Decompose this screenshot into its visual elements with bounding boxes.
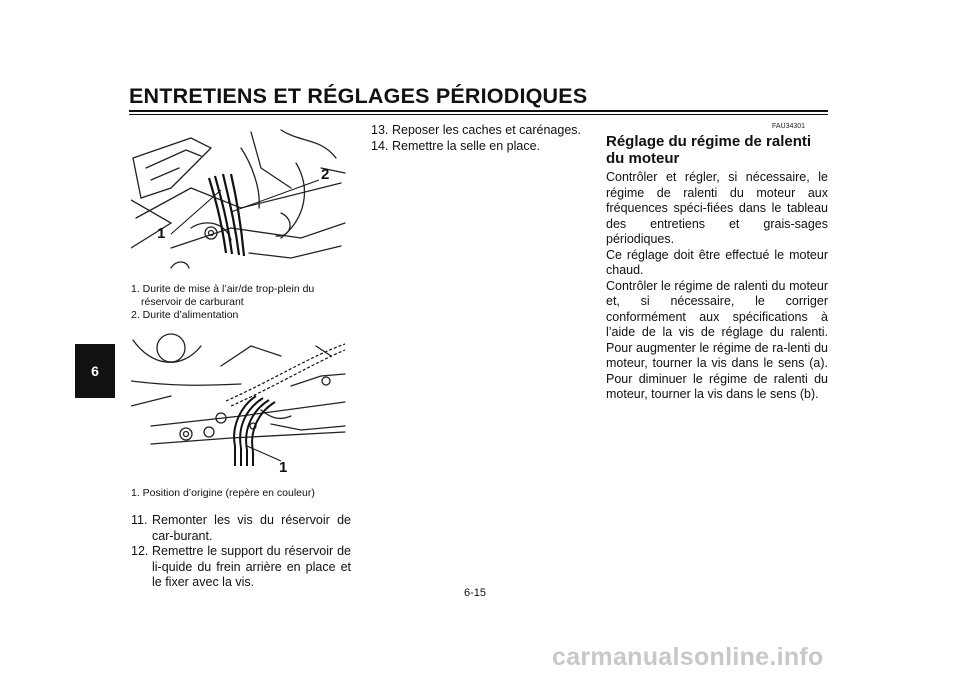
- step-text: Remettre le support du réservoir de li-quide du frein arrière en place et le fixer avec la vis.: [152, 544, 351, 589]
- fig2-callout-1: 1: [279, 459, 288, 474]
- caption-item: 1. Durite de mise à l’air/de trop-plein du réservoir de carburant: [131, 283, 315, 308]
- fig1-callout-1: 1: [157, 225, 166, 242]
- hose-position-illustration: [131, 326, 347, 474]
- paragraph: Contrôler le régime de ralenti du moteur et, si nécessaire, le corriger conformément aux spécifications à l’aide de la vis de réglage du ralenti. Pour augmenter le régime de ra-lenti du moteur, tourner la vis dans le sens (a). Pour diminuer le régime de ralenti du moteur, tourner la vis dans le sens (b).: [606, 278, 828, 401]
- paragraph: Ce réglage doit être effectué le moteur chaud.: [606, 247, 828, 277]
- figure1-captions: [131, 283, 353, 322]
- step-text: Remonter les vis du réservoir de car-burant.: [152, 513, 351, 543]
- section-title: Réglage du régime de ralenti du moteur: [606, 133, 812, 167]
- chapter-tab: 6: [75, 344, 115, 398]
- page-header-title: ENTRETIENS ET RÉGLAGES PÉRIODIQUES: [129, 84, 588, 108]
- paragraph: Contrôler et régler, si nécessaire, le régime de ralenti du moteur aux fréquences spéci-fiées dans le tableau des entretiens et grais-sages périodiques.: [606, 170, 828, 246]
- watermark: carmanualsonline.info: [552, 643, 824, 671]
- caption-item: 1. Position d’origine (repère en couleur): [131, 487, 315, 499]
- list-item: [131, 544, 351, 591]
- steps-list-middle: [371, 123, 586, 154]
- list-item: [371, 139, 586, 155]
- step-text: Reposer les caches et carénages.: [392, 123, 581, 137]
- page-number: 6-15: [464, 587, 487, 599]
- fuel-hoses-illustration: [131, 128, 347, 272]
- step-number: 11.: [131, 513, 148, 527]
- steps-list-left: [131, 513, 351, 591]
- list-item: [371, 123, 586, 139]
- step-number: 13.: [371, 123, 389, 137]
- header-rule-thick: [129, 110, 828, 112]
- list-item: [131, 513, 351, 544]
- step-text: Remettre la selle en place.: [392, 138, 540, 153]
- figure-hose-position: [131, 326, 347, 474]
- fig1-callout-2: 2: [321, 166, 330, 183]
- caption-item: 2. Durite d’alimentation: [131, 309, 239, 321]
- section-body: [606, 170, 828, 403]
- figure2-captions: [131, 487, 353, 500]
- step-number: 14.: [371, 138, 389, 153]
- step-number: 12.: [131, 544, 149, 558]
- figure-fuel-hoses: [131, 128, 347, 272]
- header-rule-thin: [129, 114, 828, 115]
- section-code: FAU34301: [772, 123, 806, 130]
